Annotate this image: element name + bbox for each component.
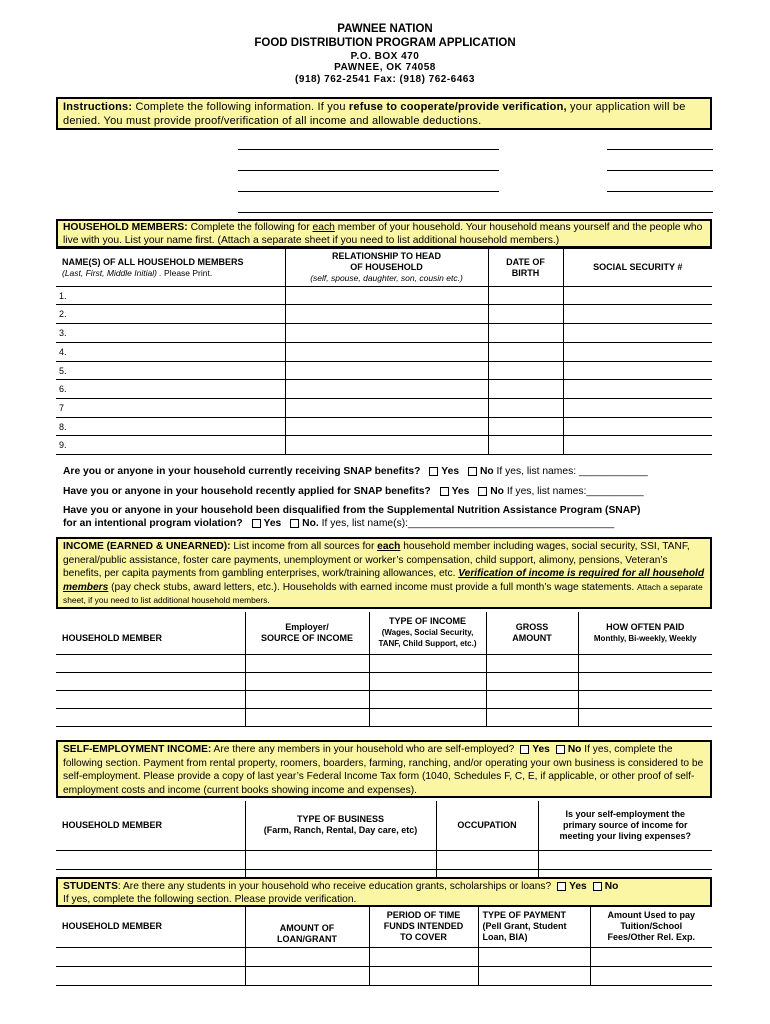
income-text: List income from all sources for [230, 541, 378, 552]
income-col-type [369, 612, 486, 654]
blank-line[interactable] [607, 170, 713, 171]
col-relationship-header [285, 249, 488, 287]
selfemp-label: SELF-EMPLOYMENT INCOME: [63, 744, 212, 755]
blank-line[interactable] [238, 149, 499, 150]
snap-q2-names[interactable]: If yes, list names:__________ [506, 486, 644, 497]
selfemp-col-occupation [436, 801, 538, 850]
yes-label: Yes [441, 466, 460, 477]
income-cell[interactable] [578, 708, 712, 726]
selfemp-col-member [56, 801, 245, 850]
students-col-period-label: PERIOD OF TIME [386, 910, 461, 921]
org-name: PAWNEE NATION [337, 23, 433, 35]
students-table [56, 907, 712, 986]
dob-cell[interactable] [488, 362, 563, 380]
students-text: : Are there any students in your household who receive education grants, scholarships or loans? [117, 881, 552, 892]
selfemp-col-primary [538, 801, 712, 850]
income-col-employer-label-2: SOURCE OF INCOME [260, 632, 353, 643]
col-name-sub2: Please Print. [164, 267, 213, 278]
students-col-period-label-2: FUNDS INTENDED [383, 921, 464, 932]
income-col-type-sub2: TANF, Child Support, etc.) [378, 639, 477, 649]
students-label: STUDENTS [63, 881, 118, 892]
row-number[interactable]: 3. [56, 324, 285, 343]
students-col-paytype [478, 907, 590, 947]
income-each: each [377, 541, 401, 552]
selfemp-col-primary-label: Is your self-employment the [565, 808, 686, 819]
income-small-note: Attach a separate sheet, if you need to list additional household members. [63, 581, 703, 606]
income-col-member-label: HOUSEHOLD MEMBER [62, 632, 163, 643]
no-label: No [567, 744, 582, 755]
relationship-cell[interactable] [285, 362, 488, 380]
snap-q3-text-2: for an intentional program violation? [63, 518, 243, 529]
students-cell[interactable] [245, 947, 369, 966]
selfemp-col-type-label: TYPE OF BUSINESS [296, 814, 385, 825]
income-cell[interactable] [369, 708, 486, 726]
selfemp-cell[interactable] [538, 850, 712, 869]
col-rel-label: RELATIONSHIP TO HEAD [331, 251, 441, 261]
snap-q3-names[interactable]: If yes, list name(s):____________________________________ [321, 518, 615, 529]
selfemp-cell[interactable] [436, 850, 538, 869]
instructions-label: Instructions: [63, 101, 133, 113]
students-col-paytype-label-2: (Pell Grant, Student [482, 921, 567, 932]
col-dob-header [488, 249, 563, 287]
yes-label: Yes [263, 518, 282, 529]
students-cell[interactable] [590, 947, 712, 966]
selfemp-cell[interactable] [245, 850, 436, 869]
income-label: INCOME (EARNED & UNEARNED): [63, 541, 231, 552]
students-no-checkbox[interactable] [593, 882, 602, 891]
row-number[interactable]: 4. [56, 343, 285, 362]
income-col-employer-label: Employer/ [285, 621, 329, 632]
income-cell[interactable] [578, 672, 712, 690]
col-name-header [56, 249, 285, 287]
household-text-2: member of your household. Your household means yourself and the people who live with you. List your name first. (Attach a separate sheet if you need to list additional household members.) [63, 222, 703, 246]
income-col-type-label: TYPE OF INCOME [388, 616, 466, 627]
students-cell[interactable] [478, 947, 590, 966]
no-label: No. [302, 518, 319, 529]
row-number[interactable]: 2. [56, 305, 285, 324]
instructions-box [56, 97, 712, 130]
selfemp-col-type-sub: (Farm, Ranch, Rental, Day care, etc) [263, 825, 418, 836]
yes-label: Yes [569, 881, 587, 892]
city-state: PAWNEE, OK 74058 [334, 62, 436, 73]
blank-line[interactable] [607, 149, 713, 150]
students-cell[interactable] [369, 966, 478, 985]
form-title: FOOD DISTRIBUTION PROGRAM APPLICATION [254, 37, 516, 49]
income-cell[interactable] [486, 672, 578, 690]
dob-cell[interactable] [488, 418, 563, 436]
students-col-used [590, 907, 712, 947]
income-col-how-sub: Monthly, Bi-weekly, Weekly [593, 633, 697, 643]
row-number[interactable]: 9. [56, 436, 285, 455]
blank-line[interactable] [238, 191, 499, 192]
selfemp-col-primary-label-2: primary source of income for [562, 819, 688, 830]
yes-label: Yes [532, 744, 550, 755]
snap-question-3 [63, 504, 640, 530]
income-table [56, 612, 712, 727]
students-yes-checkbox[interactable] [557, 882, 566, 891]
instructions-text: Complete the following information. If you [132, 101, 349, 113]
col-name-sub: (Last, First, Middle Initial) . [62, 267, 165, 278]
income-cell[interactable] [578, 654, 712, 672]
students-cell[interactable] [590, 966, 712, 985]
income-cell[interactable] [245, 654, 369, 672]
instructions-bold: refuse to cooperate/provide verification, [348, 101, 567, 113]
col-rel-label-2: OF HOUSEHOLD [350, 262, 423, 272]
income-cell[interactable] [486, 654, 578, 672]
selfemp-col-occ-label: OCCUPATION [457, 819, 517, 830]
dob-cell[interactable] [488, 343, 563, 362]
relationship-cell[interactable] [285, 380, 488, 399]
col-dob-label: DATE OF [506, 256, 545, 267]
income-cell[interactable] [56, 690, 245, 708]
students-col-amount [245, 907, 369, 947]
students-box [56, 877, 712, 907]
col-ssn-label: SOCIAL SECURITY # [593, 262, 683, 272]
income-text-3: (pay check stubs, award letters, etc.). Households with earned income must provide a full month’s wage statements. [108, 581, 637, 593]
col-ssn-header [563, 249, 712, 287]
row-number[interactable]: 1. [56, 287, 285, 305]
ssn-cell[interactable] [563, 287, 712, 305]
income-cell[interactable] [369, 690, 486, 708]
income-cell[interactable] [245, 672, 369, 690]
selfemp-text-2: If yes, complete the following section. Payment from rental property, roomers, boarders, farming, ranching, and/or operating your own business is considered to be self-employment. Please provide a copy of last year’s Federal Income Tax form (1040, Schedules F, C, E, if applicable, or other proof of self-employment costs and income (current books showing income and expenses). [63, 744, 704, 796]
phone-fax: (918) 762-2541 Fax: (918) 762-6463 [295, 74, 475, 85]
students-cell[interactable] [56, 947, 245, 966]
ssn-cell[interactable] [563, 380, 712, 399]
students-col-paytype-label: TYPE OF PAYMENT [482, 910, 567, 921]
income-col-how-often [578, 612, 712, 654]
snap-q1-no-checkbox[interactable] [468, 467, 477, 476]
household-each: each [312, 222, 335, 233]
ssn-cell[interactable] [563, 324, 712, 343]
row-number[interactable]: 5. [56, 362, 285, 380]
income-col-gross-label: GROSS [515, 621, 549, 632]
students-col-amount-label: AMOUNT OF [279, 922, 335, 933]
income-cell[interactable] [486, 690, 578, 708]
col-dob-label-2: BIRTH [511, 267, 540, 278]
income-col-type-sub: (Wages, Social Security, [381, 628, 474, 638]
income-verification: Verification of income is required for all household members [63, 568, 705, 593]
row-number[interactable]: 7 [56, 399, 285, 418]
students-cell[interactable] [56, 966, 245, 985]
dob-cell[interactable] [488, 380, 563, 399]
income-text-2: household member including wages, social security, SSI, TANF, general/public assistance, foster care payments, unemployment or worker’s compensation, child support, alimony, pensions, Veteran’s benefits, per capita payments from gambling enterprises, work/training allowances, etc. [63, 541, 690, 580]
students-cell[interactable] [478, 966, 590, 985]
snap-question-1 [63, 465, 648, 478]
relationship-cell[interactable] [285, 436, 488, 455]
ssn-cell[interactable] [563, 418, 712, 436]
relationship-cell[interactable] [285, 324, 488, 343]
students-text-2: If yes, complete the following section. Please provide verification. [63, 894, 357, 906]
household-text: Complete the following for [187, 222, 313, 233]
selfemp-col-type [245, 801, 436, 850]
selfemp-yes-checkbox[interactable] [520, 745, 529, 754]
students-col-amount-label-2: LOAN/GRANT [277, 933, 337, 944]
household-box [56, 219, 712, 248]
po-box: P.O. BOX 470 [350, 51, 420, 62]
household-table [56, 248, 712, 455]
relationship-cell[interactable] [285, 399, 488, 418]
no-label: No [604, 881, 619, 892]
dob-cell[interactable] [488, 399, 563, 418]
blank-line[interactable] [238, 170, 499, 171]
income-col-member [56, 612, 245, 654]
income-cell[interactable] [245, 708, 369, 726]
blank-line[interactable] [607, 191, 713, 192]
income-col-how-label: HOW OFTEN PAID [606, 621, 685, 632]
students-col-member-label: HOUSEHOLD MEMBER [62, 921, 163, 932]
snap-q1-yes-checkbox[interactable] [429, 467, 438, 476]
relationship-cell[interactable] [285, 305, 488, 324]
students-col-used-label-3: Fees/Other Rel. Exp. [607, 932, 696, 943]
snap-question-2 [63, 485, 644, 498]
snap-q2-yes-checkbox[interactable] [440, 487, 449, 496]
snap-q2-text: Have you or anyone in your household recently applied for SNAP benefits? [63, 486, 431, 497]
snap-q1-text: Are you or anyone in your household currently receiving SNAP benefits? [63, 466, 421, 477]
selfemp-no-checkbox[interactable] [556, 745, 565, 754]
students-col-paytype-label-3: Loan, BIA) [482, 932, 528, 943]
snap-q3-no-checkbox[interactable] [290, 519, 299, 528]
income-cell[interactable] [486, 708, 578, 726]
row-number[interactable]: 6. [56, 380, 285, 399]
income-cell[interactable] [369, 672, 486, 690]
relationship-cell[interactable] [285, 343, 488, 362]
income-cell[interactable] [369, 654, 486, 672]
no-label: No [479, 466, 494, 477]
instructions-text-2: your application will be denied. You must provide proof/verification of all income and allowable deductions. [63, 101, 686, 127]
dob-cell[interactable] [488, 324, 563, 343]
ssn-cell[interactable] [563, 305, 712, 324]
yes-label: Yes [451, 486, 470, 497]
income-cell[interactable] [245, 690, 369, 708]
income-col-gross [486, 612, 578, 654]
students-col-period-label-3: TO COVER [400, 932, 447, 943]
students-col-member [56, 907, 245, 947]
ssn-cell[interactable] [563, 436, 712, 455]
selfemp-col-member-label: HOUSEHOLD MEMBER [62, 819, 163, 830]
students-col-used-label: Amount Used to pay [607, 910, 695, 921]
relationship-cell[interactable] [285, 418, 488, 436]
ssn-cell[interactable] [563, 362, 712, 380]
income-cell[interactable] [56, 672, 245, 690]
snap-q2-no-checkbox[interactable] [478, 487, 487, 496]
household-label: HOUSEHOLD MEMBERS: [63, 222, 188, 233]
row-number[interactable]: 8. [56, 418, 285, 436]
income-box [56, 537, 712, 609]
snap-q3-yes-checkbox[interactable] [252, 519, 261, 528]
income-cell[interactable] [578, 690, 712, 708]
selfemp-col-primary-label-3: meeting your living expenses? [559, 830, 692, 841]
selfemp-text: Are there any members in your household who are self-employed? [211, 744, 515, 755]
self-employment-box [56, 740, 712, 798]
ssn-cell[interactable] [563, 399, 712, 418]
col-rel-sub: (self, spouse, daughter, son, cousin etc.) [310, 273, 463, 283]
students-col-used-label-2: Tuition/School [620, 921, 683, 932]
relationship-cell[interactable] [285, 287, 488, 305]
snap-q1-names[interactable]: If yes, list names: ____________ [496, 466, 648, 477]
blank-line[interactable] [238, 212, 713, 213]
income-col-gross-label-2: AMOUNT [512, 632, 552, 643]
col-name-label: NAME(S) OF ALL HOUSEHOLD MEMBERS [62, 256, 244, 267]
dob-cell[interactable] [488, 287, 563, 305]
no-label: No [490, 486, 504, 497]
income-cell[interactable] [56, 708, 245, 726]
income-cell[interactable] [56, 654, 245, 672]
students-cell[interactable] [369, 947, 478, 966]
ssn-cell[interactable] [563, 343, 712, 362]
selfemp-cell[interactable] [56, 850, 245, 869]
snap-q3-text: Have you or anyone in your household been disqualified from the Supplemental Nutrition Assistance Program (SNAP) [63, 505, 641, 516]
students-cell[interactable] [245, 966, 369, 985]
students-col-period [369, 907, 478, 947]
dob-cell[interactable] [488, 436, 563, 455]
dob-cell[interactable] [488, 305, 563, 324]
income-col-employer [245, 612, 369, 654]
self-employment-table [56, 801, 712, 889]
